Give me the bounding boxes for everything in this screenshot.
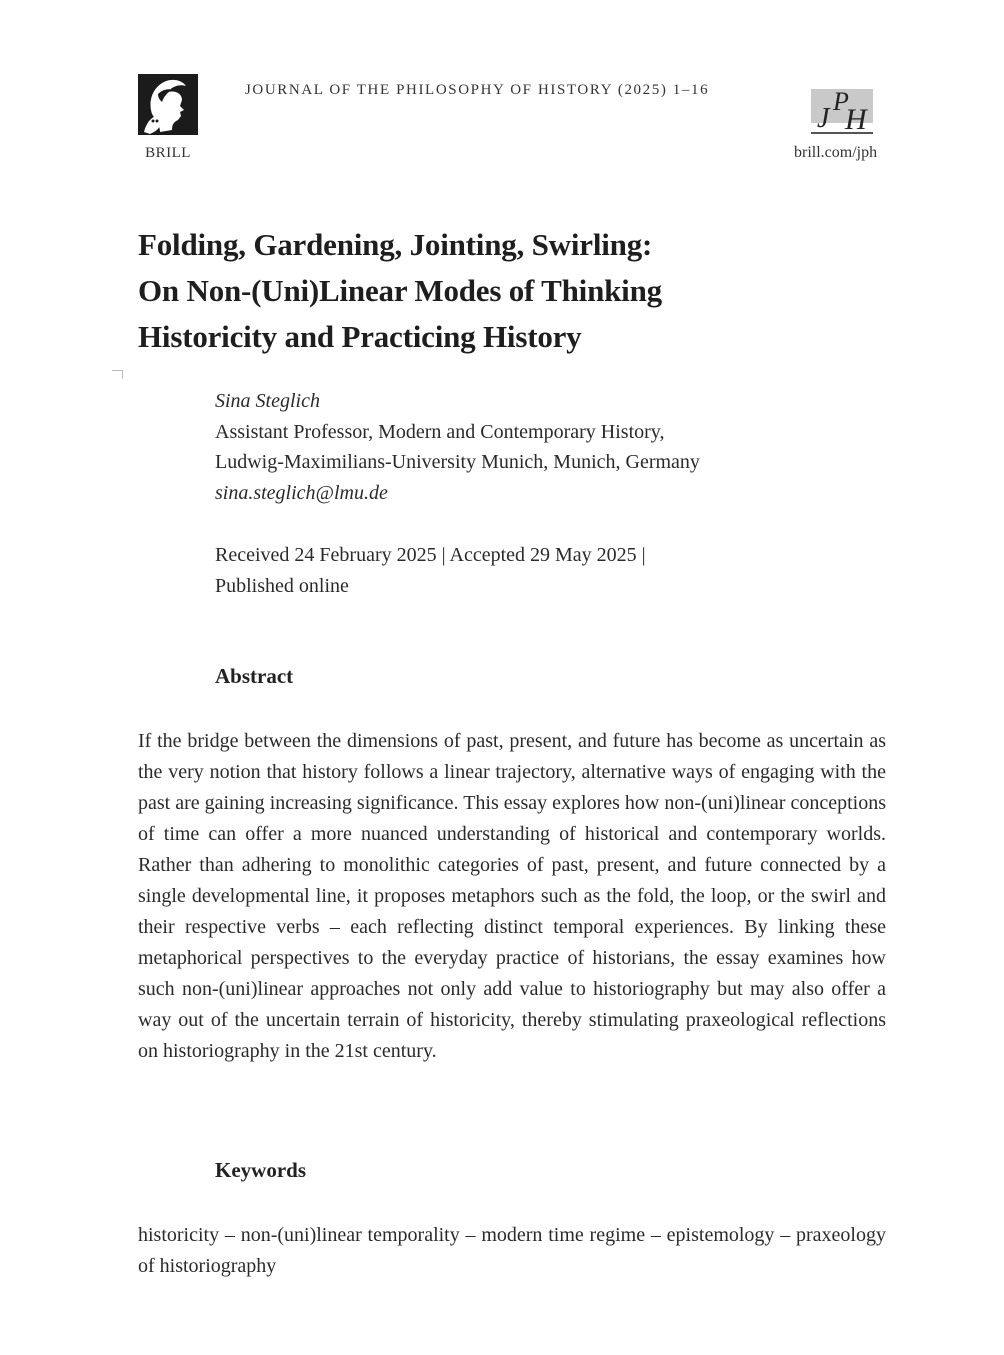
author-position: Assistant Professor, Modern and Contemporary History, [215, 420, 665, 443]
title-line: Folding, Gardening, Jointing, Swirling: [138, 227, 653, 262]
jph-logo-p: P [833, 87, 849, 116]
brill-logo [138, 74, 198, 135]
jph-logo-h: H [845, 103, 867, 136]
journal-url[interactable]: brill.com/jph [794, 144, 878, 161]
crop-mark [112, 370, 123, 379]
received-accepted-dates: Received 24 February 2025 | Accepted 29 May 2025 | [215, 544, 646, 566]
abstract-heading: Abstract [215, 664, 294, 688]
author-affiliation: Ludwig-Maximilians-University Munich, Munich, Germany [215, 451, 700, 473]
abstract-text: If the bridge between the dimensions of past, present, and future has become as uncertain as the very notion that history follows a linear trajectory, alternative ways of engaging with the past are gaining increasing significance. This essay explores how non-(uni)linear conceptions of time can offer a more nuanced understanding of historical and contemporary worlds. Rather than adhering to monolithic categories of past, present, and future connected by a single developmental line, it proposes metaphors such as the fold, the loop, or the swirl and their respective verbs – each reflecting distinct temporal experiences. By linking these metaphorical perspectives to the everyday practice of historians, the essay examines how such non-(uni)linear approaches not only add value to historiography but may also offer a way out of the uncertain terrain of historicity, thereby stimulating praxeological reflections on historiography in the 21st century. [138, 730, 886, 1062]
publication-dates [215, 540, 646, 601]
publisher-name: BRILL [145, 145, 191, 161]
author-name: Sina Steglich [215, 390, 320, 412]
keywords-heading: Keywords [215, 1158, 306, 1182]
athena-helmet-icon [138, 74, 198, 135]
running-head: JOURNAL OF THE PHILOSOPHY OF HISTORY (2025) 1–16 [245, 82, 710, 98]
keywords-text: historicity – non-(uni)linear temporality – modern time regime – epistemology – praxeology of historiography [138, 1224, 886, 1277]
jph-logo-j: J [817, 103, 830, 134]
author-email[interactable]: sina.steglich@lmu.de [215, 481, 388, 504]
published-status: Published online [215, 574, 349, 597]
author-block [215, 386, 700, 508]
article-title [138, 222, 858, 360]
title-line: Historicity and Practicing History [138, 319, 582, 354]
jph-logo [809, 89, 873, 137]
title-line: On Non-(Uni)Linear Modes of Thinking [138, 273, 662, 308]
